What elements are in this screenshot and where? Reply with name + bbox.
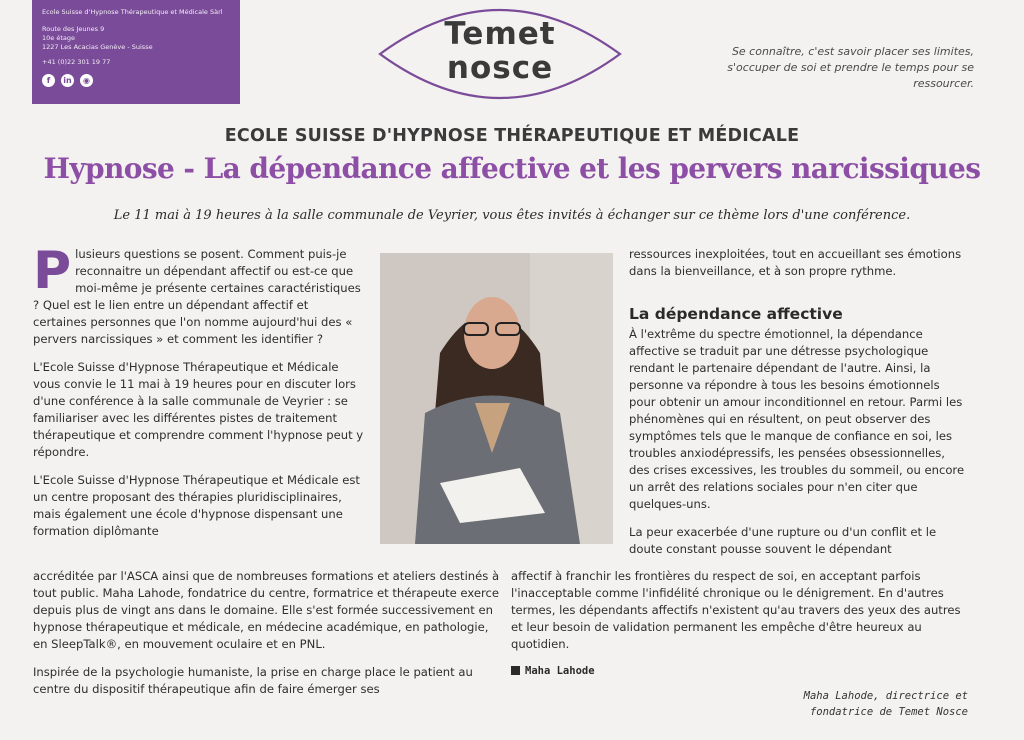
- paragraph-1: Plusieurs questions se posent. Comment puis-je reconnaitre un dépendant affectif ou est-ce que moi-même je présente certaines caractéristiques ? Quel est le lien entre un dépendant affectif et certaines personnes que l'on nomme aujourd'hui des « pervers narcissiques » et comment les identifier ?: [33, 241, 361, 346]
- subheading: La dépendance affective: [629, 305, 843, 323]
- contact-box: [32, 0, 240, 104]
- byline-name: Maha Lahode: [525, 665, 595, 677]
- paragraph-r3a: La peur exacerbée d'une rupture ou d'un conflit et le doute constant pousse souvent le dépendant: [629, 525, 937, 556]
- drop-cap: P: [33, 241, 72, 301]
- square-bullet: [511, 666, 520, 675]
- temet-nosce-logo: [375, 4, 625, 104]
- paragraph-r3b: affectif à franchir les frontières du respect de soi, en acceptant parfois l'inacceptable comme l'infidélité chronique ou le dénigrement. En d'autres termes, les dépendants affectifs n'existent qu'au travers des yeux des autres et leur besoin de validation permanent les empêche d'être heureux au quotidien.: [511, 569, 961, 651]
- tagline: Se connaître, c'est savoir placer ses limites, s'occuper de soi et prendre le temps pour se ressourcer.: [727, 45, 974, 90]
- caption-line-1: Maha Lahode, directrice et: [803, 690, 968, 702]
- paragraph-4: Inspirée de la psychologie humaniste, la prise en charge place le patient au centre du dispositif thérapeutique afin de faire émerger ses: [33, 665, 473, 696]
- social-icons: [42, 74, 240, 87]
- contact-org: Ecole Suisse d'Hypnose Thérapeutique et Médicale Sàrl: [42, 8, 223, 16]
- left-column: [33, 241, 365, 540]
- paragraph-r1: ressources inexploitées, tout en accueillant ses émotions dans la bienveillance, et à son propre rythme.: [629, 247, 962, 278]
- portrait-illustration: [380, 253, 613, 544]
- contact-city: 1227 Les Acacias Genève - Suisse: [42, 43, 153, 51]
- portrait-photo: [380, 253, 613, 544]
- paragraph-3a: L'Ecole Suisse d'Hypnose Thérapeutique et Médicale est un centre proposant des thérapies pluridisciplinaires, mais également une école d'hypnose dispensant une formation diplômante: [33, 473, 360, 538]
- byline: [511, 665, 595, 677]
- instagram-icon[interactable]: ◉: [80, 74, 93, 87]
- kicker: ECOLE SUISSE D'HYPNOSE THÉRAPEUTIQUE ET MÉDICALE: [224, 126, 800, 146]
- contact-floor: 10e étage: [42, 34, 75, 42]
- contact-street: Route des Jeunes 9: [42, 25, 105, 33]
- right-column-mid: [629, 326, 965, 558]
- lead: Le 11 mai à 19 heures à la salle communale de Veyrier, vous êtes invités à échanger sur ce thème lors d'une conférence.: [113, 208, 911, 223]
- linkedin-icon[interactable]: in: [61, 74, 74, 87]
- contact-phone: +41 (0)22 301 19 77: [42, 58, 111, 66]
- caption-line-2: fondatrice de Temet Nosce: [809, 706, 968, 718]
- paragraph-3b: accréditée par l'ASCA ainsi que de nombreuses formations et ateliers destinés à tout public. Maha Lahode, fondatrice du centre, formatrice et thérapeute exerce depuis plus de vingt ans dans le domaine. Elle s'est formée successivement en hypnose thérapeutique et médicale, en médecine académique, en pathologie, en SleepTalk®, en mouvement oculaire et en PNL.: [33, 569, 500, 651]
- headline: Hypnose - La dépendance affective et les pervers narcissiques: [43, 152, 981, 185]
- logo-line-2: nosce: [446, 50, 554, 86]
- facebook-icon[interactable]: f: [42, 74, 55, 87]
- right-column-bottom: [511, 568, 965, 664]
- wide-column: [33, 568, 503, 709]
- paragraph-r2: À l'extrême du spectre émotionnel, la dépendance affective se traduit par une détresse psychologique rendant le partenaire dépendant de l'autre. Ainsi, la personne va répondre à tous les besoins émotionnels pour obtenir un amour inconditionnel en retour. Parmi les phénomènes qui en résultent, on peut observer des symptômes tels que le manque de confiance en soi, les troubles anxiodépressifs, les pensées obsessionnelles, des crises excessives, les troubles du sommeil, ou encore un arrêt des relations sociales pour n'en citer que quelques-uns.: [629, 327, 965, 511]
- logo-line-1: Temet: [444, 16, 556, 52]
- photo-caption: [708, 688, 968, 720]
- paragraph-2: L'Ecole Suisse d'Hypnose Thérapeutique et Médicale vous convie le 11 mai à 19 heures pour en discuter lors d'une conférence à la salle communale de Veyrier : se familiariser avec les différentes pistes de traitement thérapeutique et comprendre comment l'hypnose peut y répondre.: [33, 360, 364, 459]
- right-column-top: [629, 246, 965, 291]
